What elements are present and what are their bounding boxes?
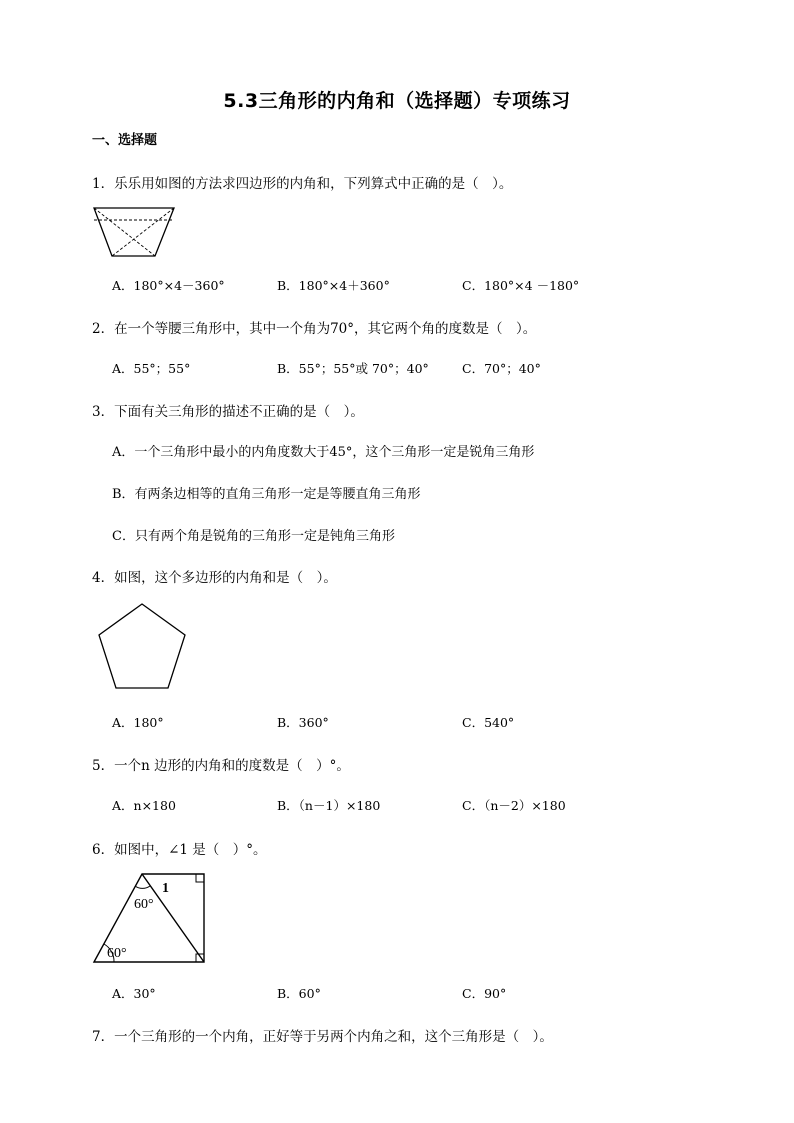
pentagon-figure <box>96 602 188 690</box>
q5-option-a: A．n×180 <box>112 798 176 813</box>
q3-option-c: C．只有两个角是锐角的三角形一定是钝角三角形 <box>112 529 395 544</box>
angle-1-label: 1 <box>162 881 169 896</box>
q3-option-a: A．一个三角形中最小的内角度数大于45°，这个三角形一定是锐角三角形 <box>112 445 535 460</box>
question-1-text: 1．乐乐用如图的方法求四边形的内角和，下列算式中正确的是（ ）。 <box>92 176 513 192</box>
q3-option-b: B．有两条边相等的直角三角形一定是等腰直角三角形 <box>112 487 421 502</box>
q6-option-b: B．60° <box>277 986 321 1001</box>
q2-option-c: C．70°；40° <box>462 361 541 376</box>
top-angle-label: 60° <box>134 897 154 912</box>
q5-option-b: B．（n－1）×180 <box>277 798 381 813</box>
question-7-text: 7．一个三角形的一个内角，正好等于另两个内角之和，这个三角形是（ ）。 <box>92 1029 553 1045</box>
question-5-text: 5．一个n 边形的内角和的度数是（ ）°。 <box>92 758 350 774</box>
q1-option-b: B．180°×4＋360° <box>277 278 390 293</box>
q1-option-c: C．180°×4 －180° <box>462 278 580 293</box>
question-3-text: 3．下面有关三角形的描述不正确的是（ ）。 <box>92 404 364 420</box>
q5-option-c: C．（n－2）×180 <box>462 798 566 813</box>
q1-option-a: A．180°×4－360° <box>112 278 225 293</box>
bottom-angle-label: 60° <box>107 946 127 961</box>
quadrilateral-figure <box>92 206 176 258</box>
q4-option-a: A．180° <box>112 715 164 730</box>
q2-option-a: A．55°；55° <box>112 361 191 376</box>
q4-option-c: C．540° <box>462 715 515 730</box>
angle-figure <box>92 872 208 964</box>
page-title: 5.3三角形的内角和（选择题）专项练习 <box>223 90 571 112</box>
q6-option-a: A．30° <box>112 986 156 1001</box>
q4-option-b: B．360° <box>277 715 329 730</box>
question-4-text: 4．如图，这个多边形的内角和是（ ）。 <box>92 570 337 586</box>
question-2-text: 2．在一个等腰三角形中，其中一个角为70°，其它两个角的度数是（ ）。 <box>92 321 537 337</box>
section-heading: 一、选择题 <box>92 133 158 148</box>
q6-option-c: C．90° <box>462 986 507 1001</box>
question-6-text: 6．如图中，∠1 是（ ）°。 <box>92 842 267 858</box>
q2-option-b: B．55°；55°或 70°；40° <box>277 361 429 376</box>
